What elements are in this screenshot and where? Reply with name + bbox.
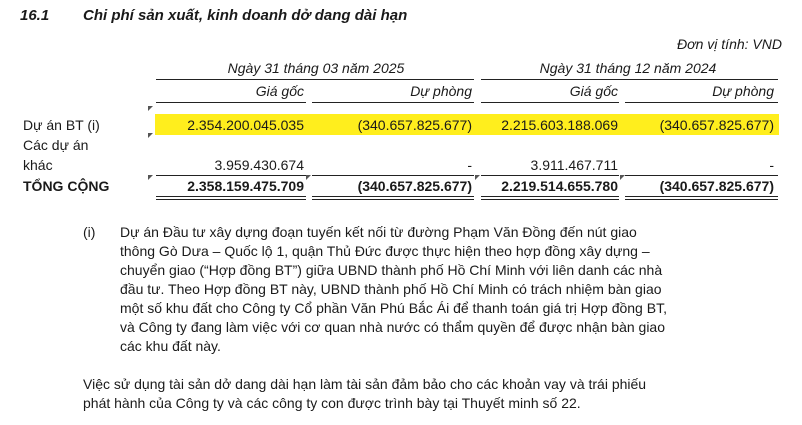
note-paragraph bbox=[120, 223, 785, 356]
row-bt-cost-2025: 2.354.200.045.035 bbox=[187, 117, 304, 133]
total-top-rule bbox=[312, 175, 474, 176]
col-provision-2024-rule bbox=[625, 102, 778, 103]
col-provision-2025: Dự phòng bbox=[410, 83, 472, 99]
total-cost-2025: 2.358.159.475.709 bbox=[187, 178, 304, 194]
col-cost-2025-rule bbox=[156, 102, 306, 103]
note-line: một số khu đất cho Công ty Cổ phần Văn Phú Bắc Ái để thanh toán giá trị Hợp đồng BT, bbox=[120, 300, 667, 316]
section-number: 16.1 bbox=[20, 7, 50, 24]
note-line: chuyển giao (“Hợp đồng BT”) giữa UBND thành phố Hồ Chí Minh với liên danh các nhà bbox=[120, 262, 663, 278]
total-double-rule bbox=[481, 196, 619, 200]
row-bt-provision-2025: (340.657.825.677) bbox=[357, 117, 472, 133]
section-title: Chi phí sản xuất, kinh doanh dở dang dài hạn bbox=[83, 7, 408, 24]
total-top-rule bbox=[156, 175, 306, 176]
row-other-provision-2025: - bbox=[467, 157, 472, 173]
total-provision-2024: (340.657.825.677) bbox=[659, 178, 774, 194]
total-double-rule bbox=[312, 196, 474, 200]
col-provision-2024: Dự phòng bbox=[712, 83, 774, 99]
row-other-label-line2: khác bbox=[23, 157, 53, 173]
row-other-label-line1: Các dự án bbox=[23, 137, 89, 153]
total-top-rule bbox=[625, 175, 778, 176]
period-2024-rule bbox=[481, 79, 778, 80]
unit-label: Đơn vị tính: VND bbox=[677, 36, 782, 52]
row-other-provision-2024: - bbox=[769, 157, 774, 173]
period-2025-rule bbox=[156, 79, 474, 80]
cell-marker bbox=[306, 175, 311, 180]
footer-line: Việc sử dụng tài sản dở dang dài hạn làm tài sản đảm bảo cho các khoản vay và trái phiếu bbox=[83, 376, 647, 392]
row-other-cost-2024: 3.911.467.711 bbox=[530, 157, 618, 173]
total-provision-2025: (340.657.825.677) bbox=[357, 178, 472, 194]
cell-marker bbox=[148, 106, 153, 111]
cell-marker bbox=[148, 133, 153, 138]
footer-line: phát hành của Công ty và các công ty con được trình bày tại Thuyết minh số 22. bbox=[83, 395, 581, 411]
col-cost-2025: Giá gốc bbox=[255, 83, 304, 99]
row-bt-cost-2024: 2.215.603.188.069 bbox=[501, 117, 618, 133]
total-double-rule bbox=[156, 196, 306, 200]
col-provision-2025-rule bbox=[312, 102, 474, 103]
note-line: và Công ty đang làm việc với cơ quan nhà nước có thẩm quyền để được nhận bàn giao bbox=[120, 319, 666, 335]
total-double-rule bbox=[625, 196, 778, 200]
note-line: các khu đất này. bbox=[120, 338, 221, 354]
total-label: TỔNG CỘNG bbox=[23, 178, 110, 194]
col-cost-2024: Giá gốc bbox=[569, 83, 618, 99]
note-line: đầu tư. Theo Hợp đồng BT này, UBND thành phố Hồ Chí Minh có trách nhiệm bàn giao bbox=[120, 281, 662, 297]
row-bt-provision-2024: (340.657.825.677) bbox=[659, 117, 774, 133]
note-line: thông Gò Dưa – Quốc lộ 1, quận Thủ Đức được thực hiện theo hợp đồng xây dựng – bbox=[120, 243, 650, 259]
period-2025-header: Ngày 31 tháng 03 năm 2025 bbox=[227, 60, 405, 76]
cell-marker bbox=[148, 175, 153, 180]
note-marker: (i) bbox=[83, 224, 96, 240]
cell-marker bbox=[475, 175, 480, 180]
total-cost-2024: 2.219.514.655.780 bbox=[501, 178, 618, 194]
note-line: Dự án Đầu tư xây dựng đoạn tuyến kết nối từ đường Phạm Văn Đồng đến nút giao bbox=[120, 224, 637, 240]
row-bt-label: Dự án BT (i) bbox=[23, 117, 100, 133]
row-other-cost-2025: 3.959.430.674 bbox=[214, 157, 304, 173]
period-2024-header: Ngày 31 tháng 12 năm 2024 bbox=[539, 60, 717, 76]
total-top-rule bbox=[481, 175, 619, 176]
footer-paragraph bbox=[83, 375, 783, 413]
col-cost-2024-rule bbox=[481, 102, 619, 103]
